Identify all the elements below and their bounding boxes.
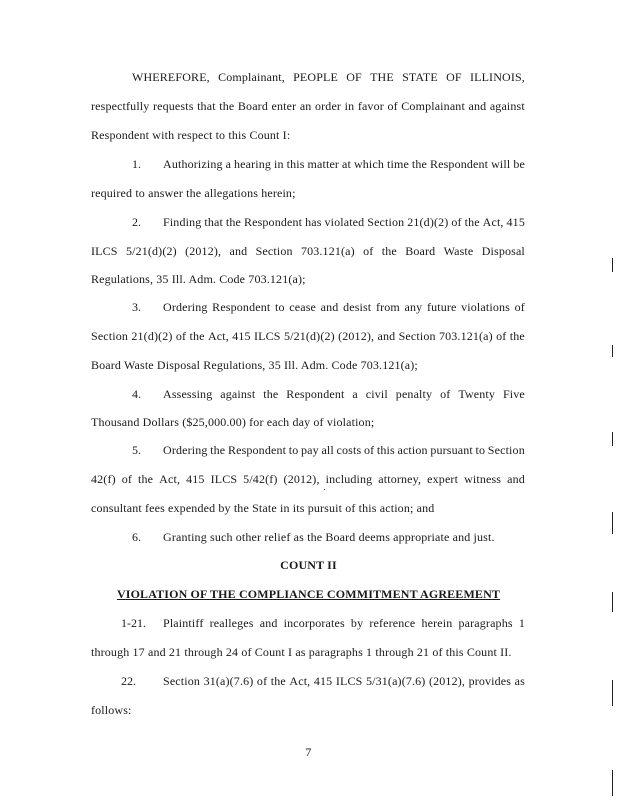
word: pursuant (430, 443, 473, 457)
word: 21(d)(2) (131, 329, 173, 343)
word: OF (446, 70, 462, 84)
word: Finding (163, 215, 202, 229)
item-3-line-2 (91, 329, 525, 344)
word: at (342, 157, 352, 171)
margin-mark (612, 512, 613, 534)
word: to (274, 300, 285, 314)
word: witness (464, 472, 502, 486)
word: the (225, 215, 242, 229)
wherefore-line-1 (132, 70, 525, 85)
para-1-21-line-2: through 17 and 21 through 24 of Count I as paragraphs 1 through 21 of this Count II. (91, 645, 512, 659)
word: ILCS (254, 329, 281, 343)
word: from (375, 300, 400, 314)
word: hearing (234, 157, 272, 171)
word: the (411, 157, 428, 171)
word: Plaintiff (163, 616, 204, 630)
word: Act, (289, 674, 311, 688)
word: Respondent (212, 300, 271, 314)
item-4-line-1 (163, 387, 525, 402)
word: Act, (207, 329, 229, 343)
item-1-line-1 (163, 157, 525, 172)
word: Disposal (481, 244, 525, 258)
margin-mark (612, 770, 613, 796)
word: to (288, 443, 299, 457)
word: Complainant (401, 99, 465, 113)
word: Section (398, 329, 436, 343)
word: costs (336, 443, 362, 457)
paragraph-number: 1-21. (121, 616, 146, 630)
word: respectfully (91, 99, 150, 113)
word: and (507, 472, 525, 486)
item-3-line-1 (163, 300, 525, 315)
word: of (496, 329, 507, 343)
word: Twenty (458, 387, 496, 401)
word: STATE (402, 70, 438, 84)
word: a (225, 157, 232, 171)
word: this (376, 443, 395, 457)
item-2-line-1 (163, 215, 525, 230)
word: 5/42(f) (243, 472, 278, 486)
word: in (274, 157, 284, 171)
word: (2012), (283, 472, 320, 486)
word: enter (271, 99, 297, 113)
word: of (440, 387, 451, 401)
word: of (363, 244, 374, 258)
para-22-line-1 (163, 674, 525, 689)
word: desist (343, 300, 372, 314)
word: Section (255, 244, 293, 258)
word: Respondent (429, 157, 489, 171)
word: that (197, 99, 216, 113)
word: all (321, 443, 334, 457)
word: Assessing (163, 387, 213, 401)
word: civil (365, 387, 388, 401)
word: future (426, 300, 457, 314)
word: a (352, 387, 358, 401)
word: 1 (518, 616, 525, 630)
word: cease (289, 300, 316, 314)
word: favor (357, 99, 384, 113)
word: Waste (443, 244, 474, 258)
word: the (464, 215, 480, 229)
word: to (475, 443, 486, 457)
scan-speck (324, 489, 325, 490)
margin-mark (612, 345, 613, 357)
word: against (489, 99, 525, 113)
word: 703.121(a) (300, 244, 355, 258)
word: 415 (232, 329, 251, 343)
item-5-line-2 (91, 472, 525, 487)
word: an (299, 99, 312, 113)
item-number: 4. (132, 387, 141, 401)
word: has (305, 215, 322, 229)
word: the (509, 329, 525, 343)
word: pay (301, 443, 319, 457)
word: the (210, 443, 226, 457)
word: OF (346, 70, 362, 84)
word: Board (405, 244, 436, 258)
word: of (175, 329, 187, 343)
word: of (363, 443, 375, 457)
word: by (350, 616, 364, 630)
word: 5/21(d)(2) (125, 244, 177, 258)
word: against (220, 387, 256, 401)
margin-mark (612, 592, 613, 612)
word: Five (502, 387, 525, 401)
word: Complainant, (218, 70, 285, 84)
word: the (219, 99, 235, 113)
item-3-line-3: Board Waste Disposal Regulations, 35 Ill. Adm. Code 703.121(a); (91, 358, 418, 372)
word: provides (468, 674, 512, 688)
word: Ordering (163, 300, 208, 314)
margin-mark (612, 432, 613, 446)
word: Section (163, 674, 201, 688)
item-2-line-3: Regulations, 35 Ill. Adm. Code 703.121(a); (91, 272, 306, 286)
word: and (229, 244, 248, 258)
word: THE (370, 70, 394, 84)
word: ILCS (91, 244, 118, 258)
margin-mark (612, 258, 613, 272)
word: of (514, 300, 525, 314)
word: herein (421, 616, 453, 630)
word: 42(f) (91, 472, 116, 486)
word: and (377, 329, 396, 343)
word: order (315, 99, 342, 113)
page-number: 7 (305, 745, 312, 759)
word: 5/21(d)(2) (283, 329, 335, 343)
item-number: 6. (132, 530, 141, 544)
word: ILCS (210, 472, 238, 486)
word: of (451, 215, 462, 229)
wherefore-line-3: Respondent with respect to this Count I: (91, 128, 291, 142)
word: ILLINOIS, (469, 70, 525, 84)
word: Respondent (286, 387, 345, 401)
paragraph-number: 22. (121, 674, 136, 688)
word: 415 (186, 472, 205, 486)
word: (2012), (428, 674, 466, 688)
word: violated (324, 215, 365, 229)
item-5-line-1 (163, 443, 525, 458)
word: Act, (159, 472, 181, 486)
word: this (286, 157, 305, 171)
word: that (204, 215, 223, 229)
word: requests (153, 99, 194, 113)
word: realleges (209, 616, 254, 630)
word: the (263, 387, 279, 401)
word: ILCS (335, 674, 363, 688)
word: including (325, 472, 373, 486)
word: Section (91, 329, 129, 343)
word: as (514, 674, 525, 688)
item-6-line-1: Granting such other relief as the Board deems appropriate and just. (163, 530, 495, 544)
word: 5/31(a)(7.6) (366, 674, 426, 688)
word: of (387, 99, 398, 113)
count-subtitle: VIOLATION OF THE COMPLIANCE COMMITMENT AGREEMENT (116, 587, 501, 601)
word: time (387, 157, 409, 171)
word: penalty (395, 387, 433, 401)
word: WHEREFORE, (132, 70, 210, 84)
word: and (468, 99, 487, 113)
word: the (189, 329, 205, 343)
word: paragraphs (458, 616, 513, 630)
word: action (397, 443, 428, 457)
word: will (491, 157, 511, 171)
word: violations (461, 300, 510, 314)
para-1-21-line-1 (163, 616, 525, 631)
word: and (259, 616, 278, 630)
word: the (270, 674, 286, 688)
word: (2012), (338, 329, 375, 343)
word: matter (307, 157, 340, 171)
word: reference (369, 616, 416, 630)
word: of (121, 472, 133, 486)
word: the (381, 244, 397, 258)
word: Board (237, 99, 268, 113)
count-title: COUNT II (280, 558, 337, 572)
word: and (320, 300, 339, 314)
word: Authorizing (163, 157, 223, 171)
item-number: 2. (132, 215, 141, 229)
word: Ordering (163, 443, 208, 457)
wherefore-line-2 (91, 99, 525, 114)
word: in (344, 99, 355, 113)
word: 703.121(a) (438, 329, 493, 343)
word: Respondent (243, 215, 303, 229)
word: any (404, 300, 423, 314)
item-5-line-3: consultant fees expended by the State in its pursuit of this action; and (91, 501, 435, 515)
word: Act, (482, 215, 504, 229)
word: which (353, 157, 385, 171)
word: the (138, 472, 154, 486)
word: expert (427, 472, 459, 486)
item-number: 5. (132, 443, 141, 457)
word: 415 (506, 215, 525, 229)
word: Section (487, 443, 525, 457)
item-number: 1. (132, 157, 141, 171)
item-1-line-2: required to answer the allegations herein; (91, 186, 296, 200)
word: Respondent (227, 443, 287, 457)
margin-mark (612, 680, 613, 706)
word: attorney, (378, 472, 422, 486)
word: Section (367, 215, 405, 229)
word: 31(a)(7.6) (203, 674, 254, 688)
word: incorporates (283, 616, 345, 630)
word: 415 (313, 674, 333, 688)
para-22-line-2: follows: (91, 703, 132, 717)
word: (2012), (185, 244, 222, 258)
word: 21(d)(2) (407, 215, 449, 229)
item-number: 3. (132, 300, 141, 314)
item-2-line-2 (91, 244, 525, 259)
word: be (513, 157, 525, 171)
item-4-line-2: Thousand Dollars ($25,000.00) for each day of violation; (91, 415, 375, 429)
word: PEOPLE (293, 70, 338, 84)
word: of (256, 674, 268, 688)
